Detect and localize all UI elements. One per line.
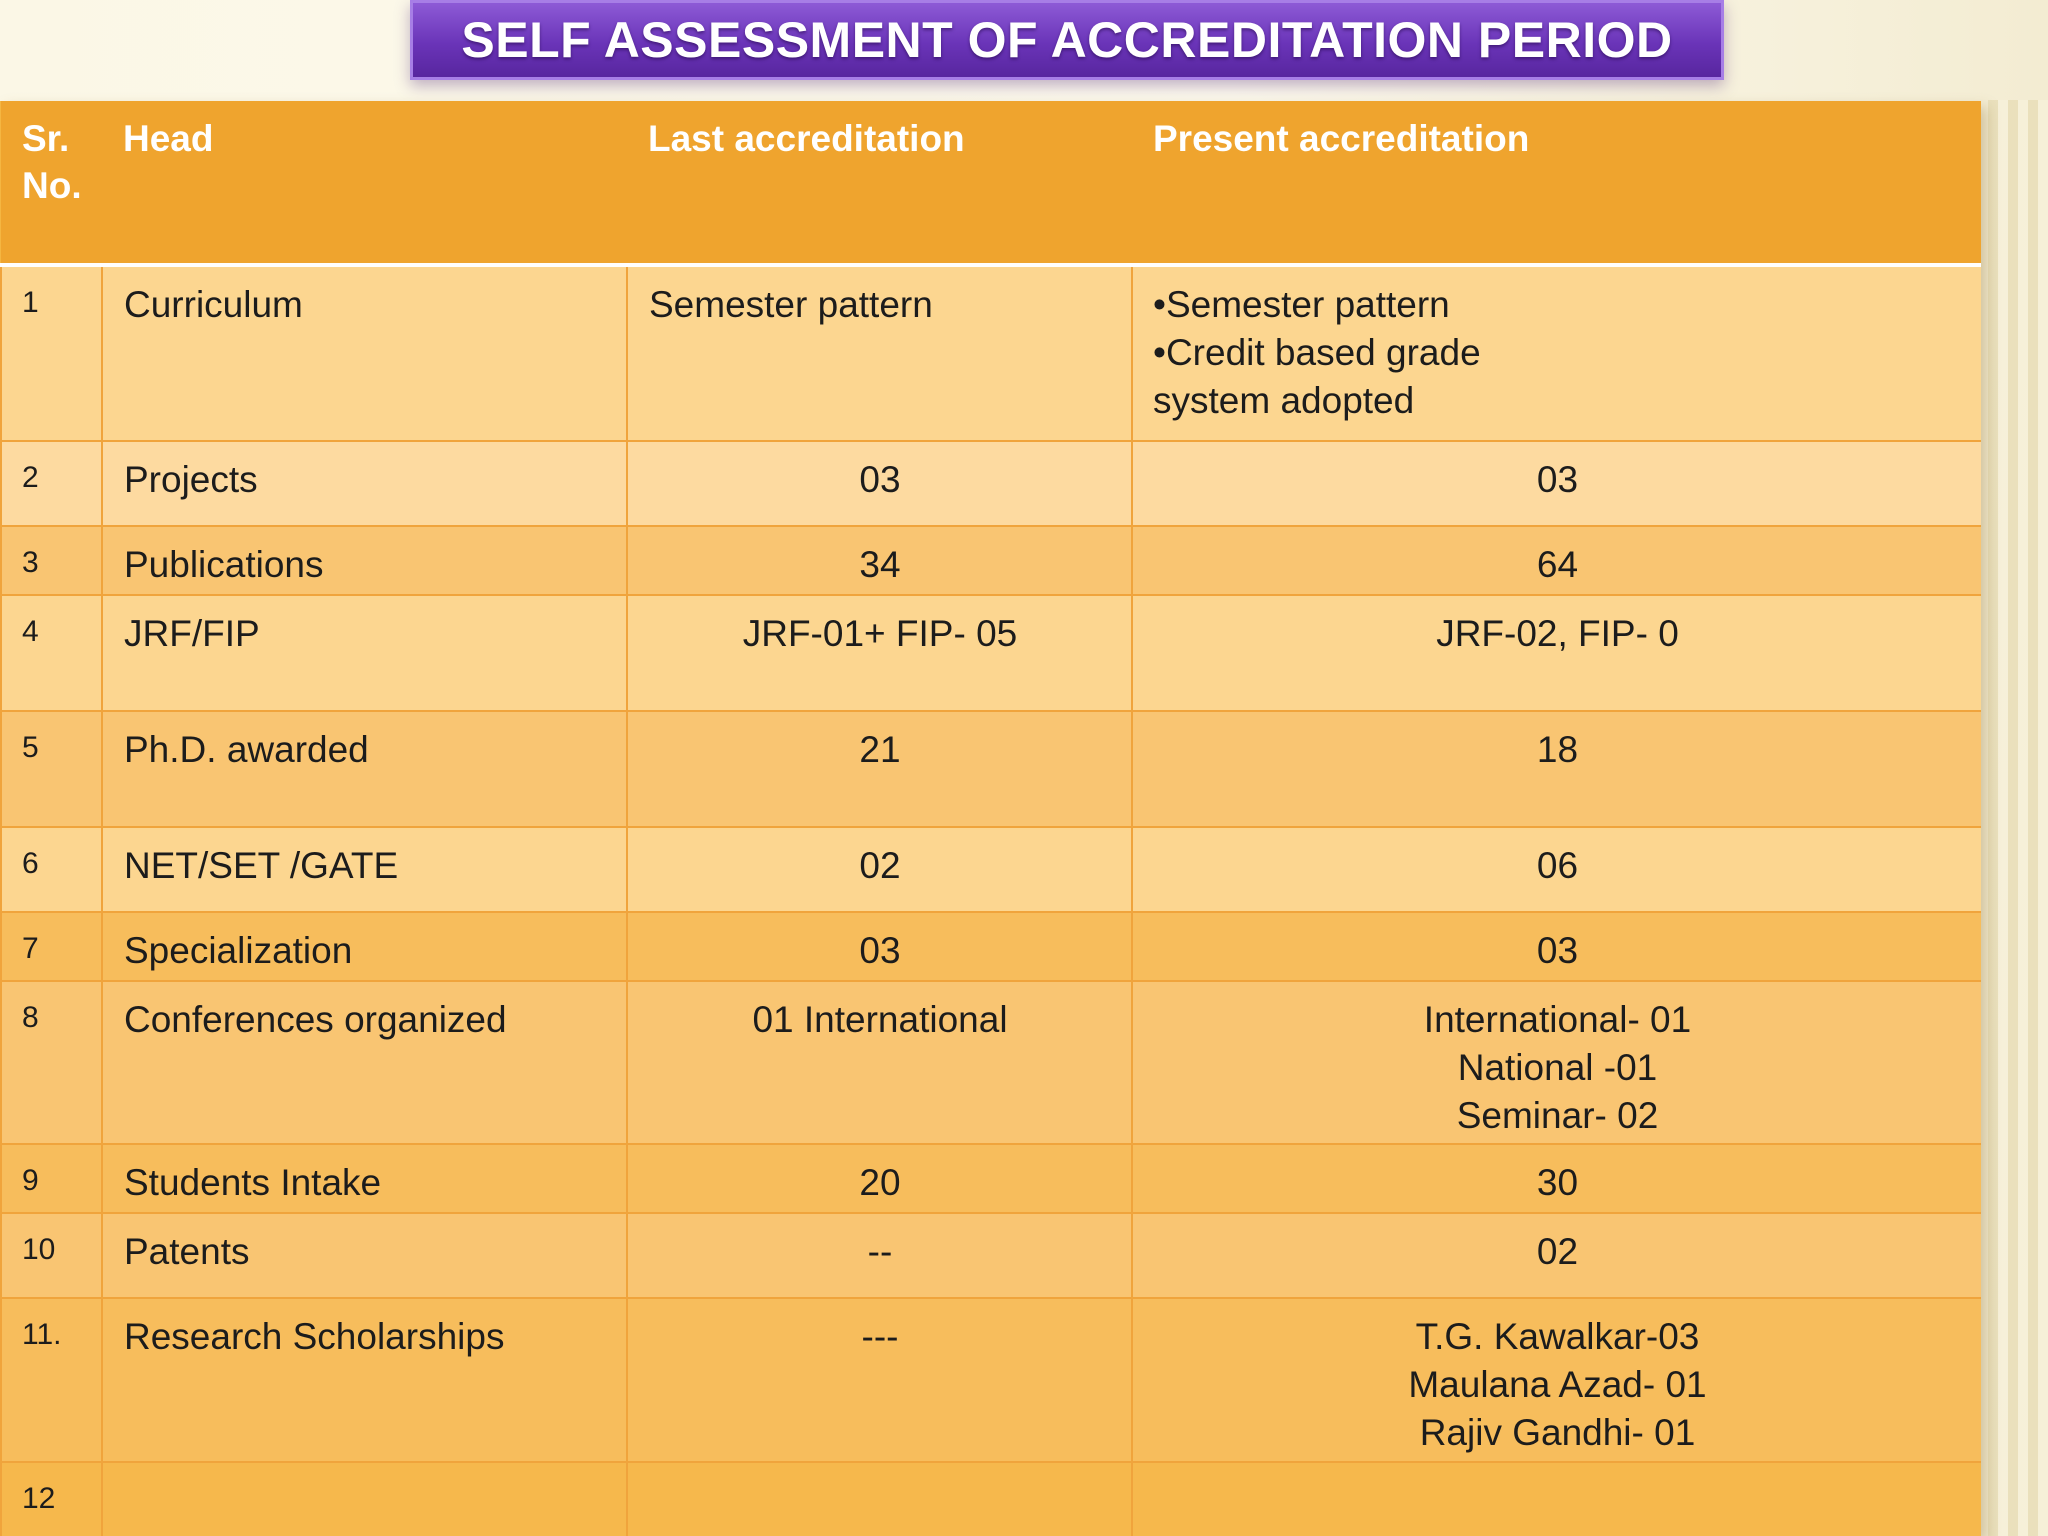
- cell-last: 02: [627, 827, 1132, 912]
- cell-present: 03: [1132, 912, 1981, 981]
- cell-srno: 1: [1, 265, 102, 441]
- cell-last: JRF-01+ FIP- 05: [627, 595, 1132, 711]
- cell-srno: 6: [1, 827, 102, 912]
- cell-srno: 10: [1, 1213, 102, 1298]
- cell-head: Specialization: [102, 912, 627, 981]
- cell-srno: 11.: [1, 1298, 102, 1462]
- cell-srno: 8: [1, 981, 102, 1144]
- table-row: [1, 1462, 1981, 1536]
- cell-last: --: [627, 1213, 1132, 1298]
- table-row: [1, 1213, 1981, 1298]
- header-last-accreditation: Last accreditation: [627, 101, 1132, 265]
- cell-present: International- 01 National -01 Seminar- 02: [1132, 981, 1981, 1144]
- title-banner: [410, 0, 1724, 80]
- cell-head: JRF/FIP: [102, 595, 627, 711]
- cell-last: 21: [627, 711, 1132, 827]
- cell-srno: 5: [1, 711, 102, 827]
- cell-srno: 9: [1, 1144, 102, 1213]
- cell-head: NET/SET /GATE: [102, 827, 627, 912]
- cell-srno: 3: [1, 526, 102, 595]
- table-row: [1, 1144, 1981, 1213]
- cell-last: 03: [627, 912, 1132, 981]
- cell-last: 34: [627, 526, 1132, 595]
- cell-present: 03: [1132, 441, 1981, 526]
- cell-last: Semester pattern: [627, 265, 1132, 441]
- cell-srno: 7: [1, 912, 102, 981]
- cell-last: [627, 1462, 1132, 1536]
- cell-head: Curriculum: [102, 265, 627, 441]
- cell-srno: 2: [1, 441, 102, 526]
- cell-present: 02: [1132, 1213, 1981, 1298]
- cell-present: 18: [1132, 711, 1981, 827]
- cell-last: ---: [627, 1298, 1132, 1462]
- cell-last: 01 International: [627, 981, 1132, 1144]
- cell-present: JRF-02, FIP- 0: [1132, 595, 1981, 711]
- cell-last: 03: [627, 441, 1132, 526]
- cell-head: Publications: [102, 526, 627, 595]
- table-row: [1, 441, 1981, 526]
- slide-title: SELF ASSESSMENT OF ACCREDITATION PERIOD: [461, 12, 1673, 68]
- cell-last: 20: [627, 1144, 1132, 1213]
- table-row: [1, 912, 1981, 981]
- table-row: [1, 827, 1981, 912]
- cell-present: 30: [1132, 1144, 1981, 1213]
- cell-srno: 4: [1, 595, 102, 711]
- cell-present: 06: [1132, 827, 1981, 912]
- cell-head: Patents: [102, 1213, 627, 1298]
- accreditation-table-container: [0, 101, 1981, 1536]
- table-row: [1, 981, 1981, 1144]
- cell-head: Ph.D. awarded: [102, 711, 627, 827]
- header-head: Head: [102, 101, 627, 265]
- table-header-row: [1, 101, 1981, 265]
- cell-srno: 12: [1, 1462, 102, 1536]
- table-row: [1, 526, 1981, 595]
- cell-present: [1132, 1462, 1981, 1536]
- accreditation-table: [0, 101, 1981, 1536]
- table-row: [1, 265, 1981, 441]
- background-stripes: [1988, 100, 2048, 1536]
- header-srno: Sr. No.: [1, 101, 102, 265]
- table-row: [1, 711, 1981, 827]
- cell-head: Projects: [102, 441, 627, 526]
- cell-head: Conferences organized: [102, 981, 627, 1144]
- cell-present: 64: [1132, 526, 1981, 595]
- table-row: [1, 595, 1981, 711]
- table-row: [1, 1298, 1981, 1462]
- cell-head: [102, 1462, 627, 1536]
- header-present-accreditation: Present accreditation: [1132, 101, 1981, 265]
- cell-head: Students Intake: [102, 1144, 627, 1213]
- cell-present: •Semester pattern •Credit based grade system adopted: [1132, 265, 1981, 441]
- cell-head: Research Scholarships: [102, 1298, 627, 1462]
- cell-present: T.G. Kawalkar-03 Maulana Azad- 01 Rajiv Gandhi- 01: [1132, 1298, 1981, 1462]
